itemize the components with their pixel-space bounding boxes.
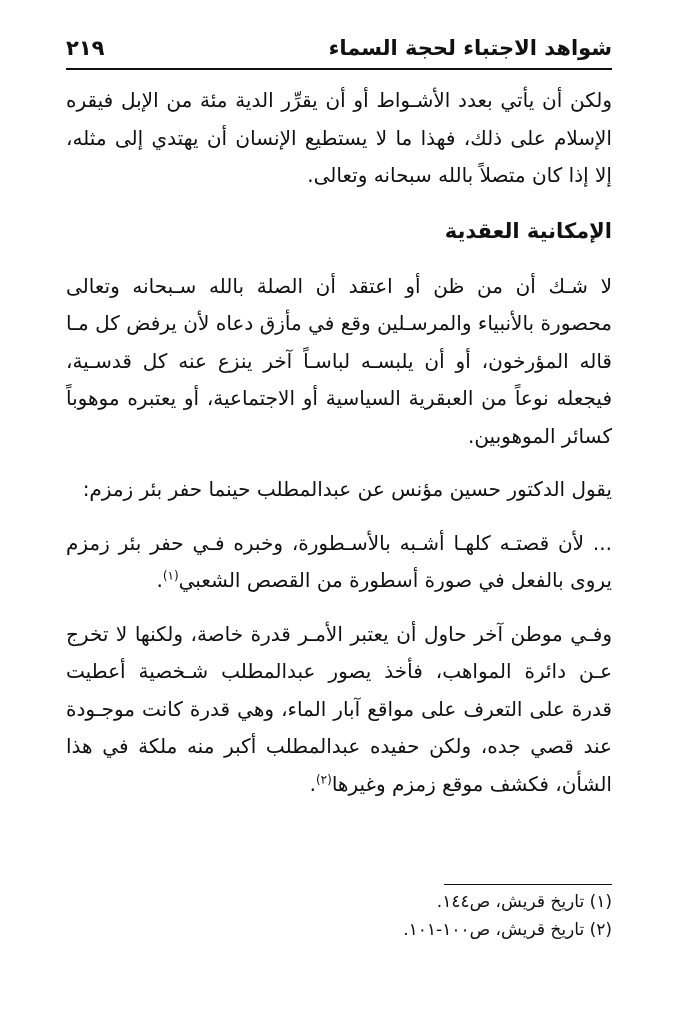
footnote-ref-2[interactable]: (٢)	[315, 771, 332, 786]
paragraph-5-end: .	[309, 771, 316, 796]
paragraph-1: ولكن أن يأتي بعدد الأشـواط أو أن يقرِّر الدية مئة من الإبل فيقره الإسلام على ذلك، فهذا ما لا يستطيع الإنسان أن يهتدي إلى مثله، إلا إذا كان متصلاً بالله سبحانه وتعالى.	[66, 88, 612, 187]
section-title: الإمكانية العقدية	[444, 218, 612, 243]
page-number: ٢١٩	[66, 36, 105, 60]
quote-paragraph	[66, 525, 612, 600]
footnote-ref-1[interactable]: (١)	[162, 568, 179, 583]
page-header	[66, 34, 612, 68]
paragraph-5-text: وفـي موطن آخر حاول أن يعتبر الأمـر قدرة خاصة، ولكنها لا تخرج عـن دائرة المواهب، فأخذ يصور عبدالمطلب شـخصية أعطيت قدرة على التعرف على مواقع آبار الماء، وهي قدرة كانت موجـودة عند قصي جده، ولكن حفيده عبدالمطلب أكبر منه ملكة في هذا الشأن، فكشف موقع زمزم وغيرها	[66, 621, 612, 796]
paragraph-5	[66, 616, 612, 804]
paragraph-3: يقول الدكتور حسين مؤنس عن عبدالمطلب حينما حفر بئر زمزم:	[82, 477, 612, 501]
running-title: شواهد الاجتباء لحجة السماء	[328, 36, 612, 60]
footnote-rule	[444, 884, 612, 885]
header-rule	[66, 68, 612, 70]
paragraph-2: لا شـك أن من ظن أو اعتقد أن الصلة بالله سـبحانه وتعالى محصورة بالأنبياء والمرسـلين وقع في مأزق دعاه لأن يرفض كل مـا قاله المؤرخون، أو أن يلبسـه لباسـاً آخر ينزع عنه كل قدسـية، فيجعله نوعاً من العبقرية السياسية أو الاجتماعية، أو يعتبره موهوباً كسائر الموهوبين.	[66, 273, 612, 448]
page-body	[66, 82, 612, 803]
footnotes	[66, 888, 612, 944]
quote-end: .	[156, 568, 163, 592]
quote-text: ... لأن قصتـه كلهـا أشـبه بالأسـطورة، وخبره فـي حفر بئر زمزم يروى بالفعل في صورة أسطورة من القصص الشعبي	[66, 530, 612, 592]
footnote-1: (١) تاريخ قريش، ص١٤٤.	[436, 892, 612, 912]
footnote-2: (٢) تاريخ قريش، ص١٠٠-١٠١.	[403, 920, 612, 940]
